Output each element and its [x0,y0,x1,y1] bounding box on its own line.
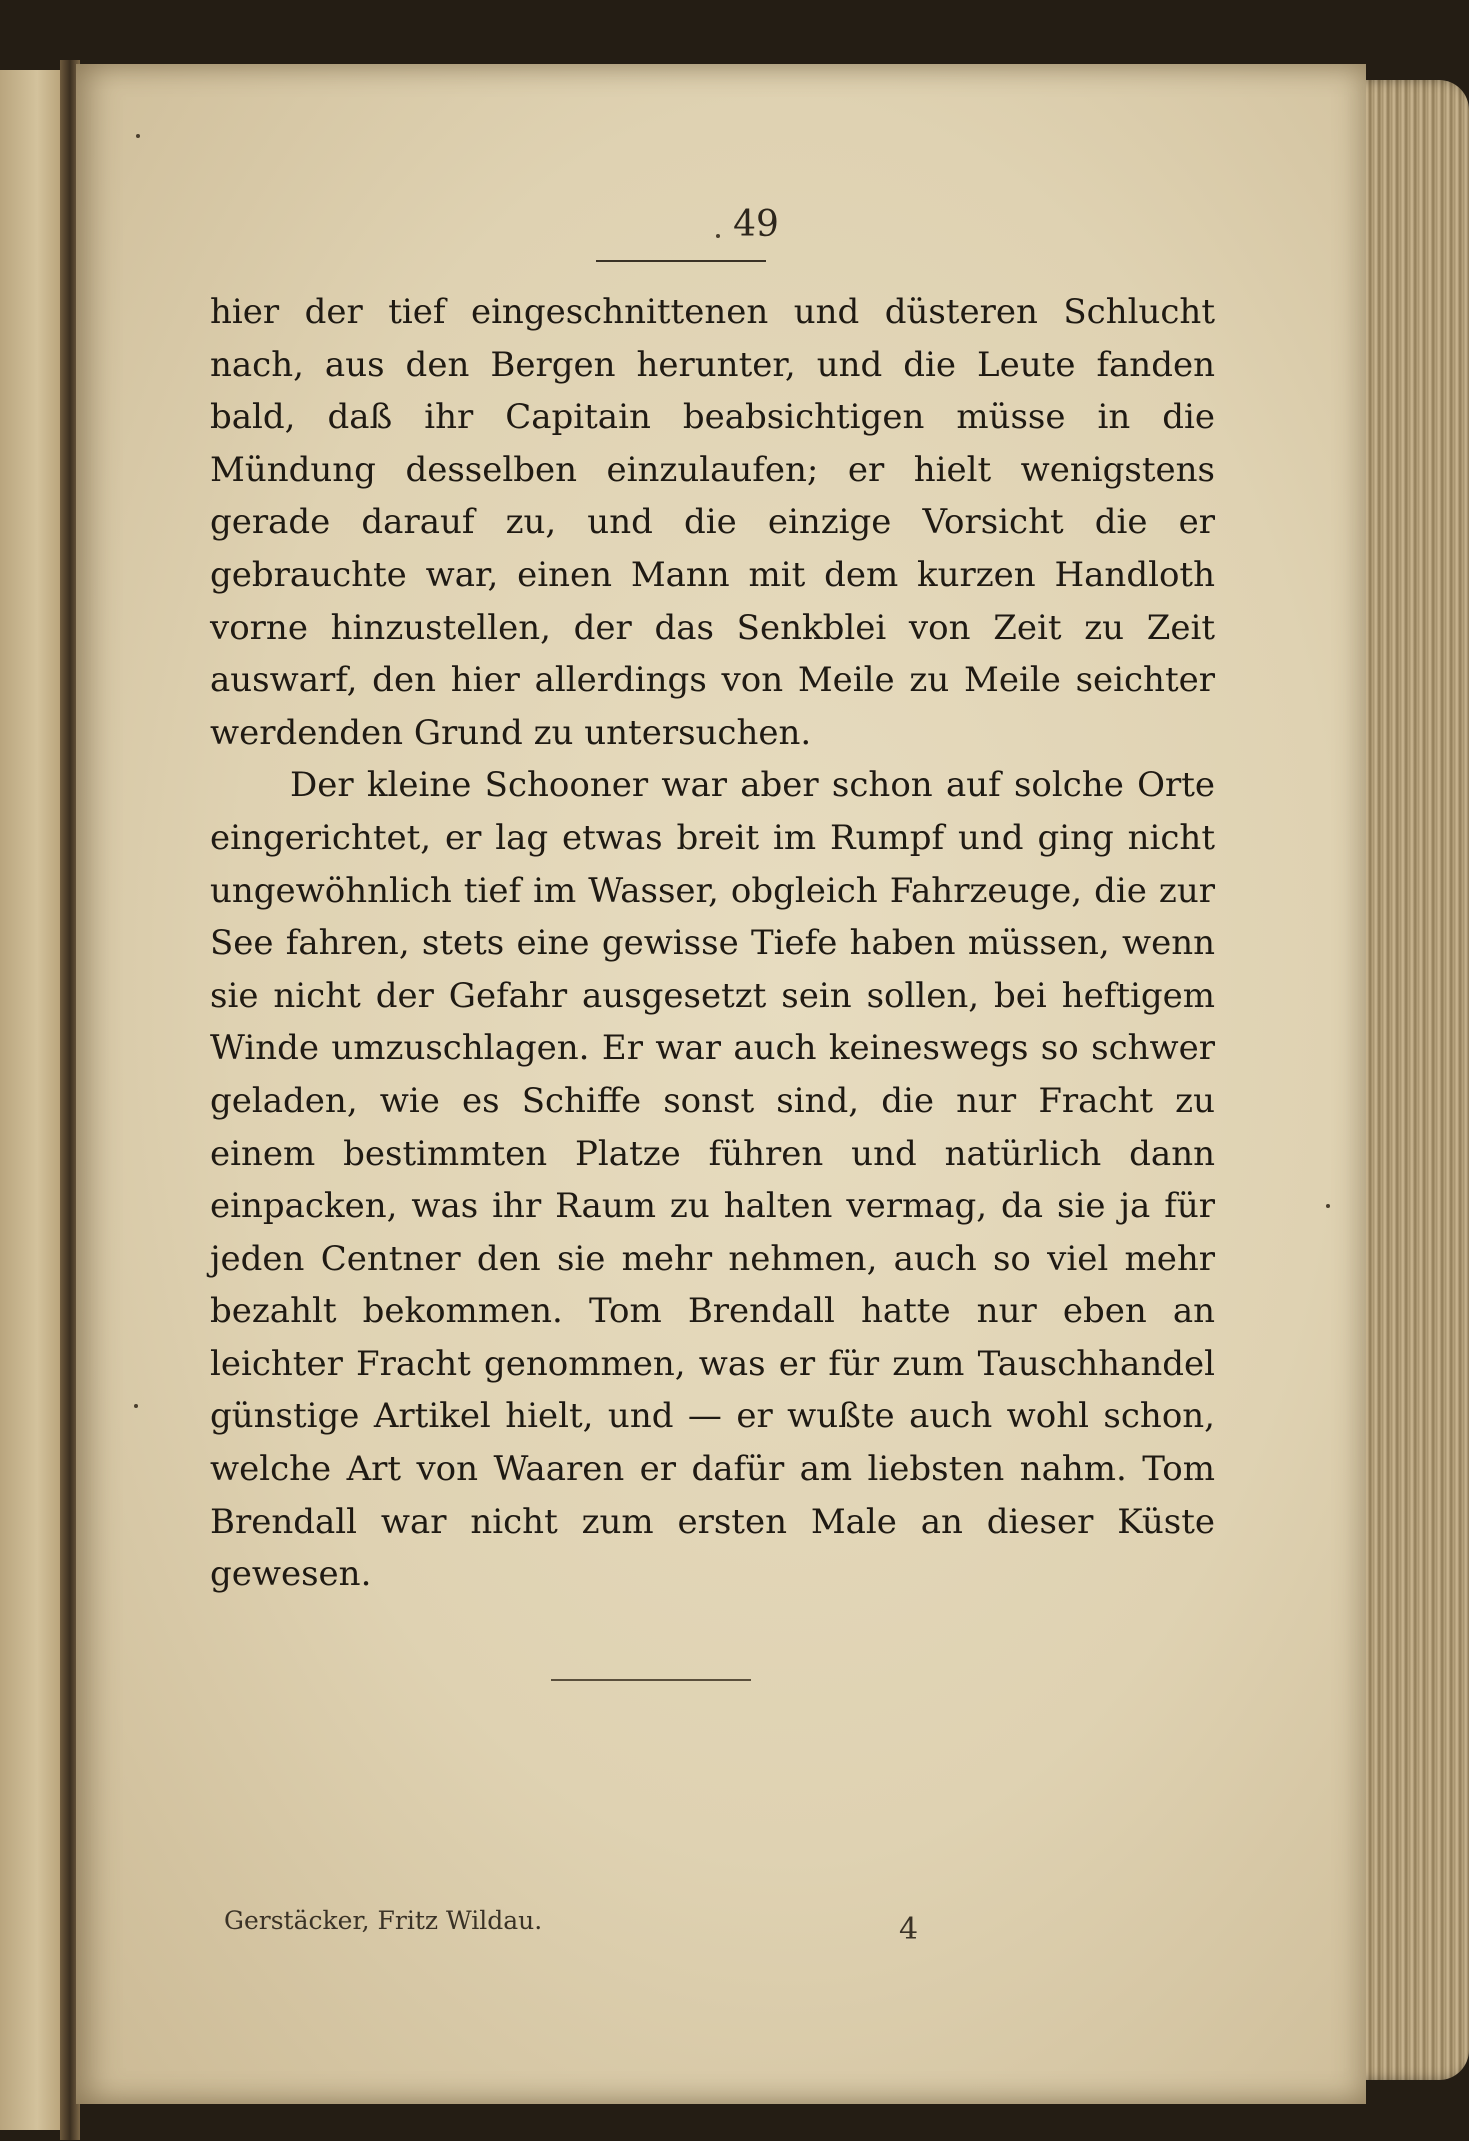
paragraph-2: Der kleine Schooner war aber schon auf solche Orte eingerichtet, er lag etwas breit im Rumpf und ging nicht ungewöhnlich tief im Wasser, obgleich Fahrzeuge, die zur See fahren, stets eine gewisse Tiefe haben müssen, wenn sie nicht der Gefahr ausgesetzt sein sollen, bei heftigem Winde umzuschlagen. Er war auch keineswegs so schwer geladen, wie es Schiffe sonst sind, die nur Fracht zu einem bestimmten Platze führen und natürlich dann einpacken, was ihr Raum zu halten vermag, da sie ja für jeden Centner den sie mehr nehmen, auch so viel mehr bezahlt bekommen. Tom Brendall hatte nur eben an leichter Fracht genommen, was er für zum Tauschhandel günstige Artikel hielt, und — er wußte auch wohl schon, welche Art von Waaren er dafür am liebsten nahm. Tom Brendall war nicht zum ersten Male an dieser Küste gewesen. [210,765,1215,1595]
paper-speck [136,134,140,138]
page-number: 49 [733,204,779,245]
book-page [76,64,1366,2104]
paragraph-1: hier der tief eingeschnittenen und düsteren Schlucht nach, aus den Bergen herunter, und die Leute fanden bald, daß ihr Capitain beabsichtigen müsse in die Mündung desselben einzulaufen; er hielt wenigstens gerade darauf zu, und die einzige Vorsicht die er gebrauchte war, einen Mann mit dem kurzen Handloth vorne hinzustellen, der das Senkblei von Zeit zu Zeit auswarf, den hier allerdings von Meile zu Meile seichter werdenden Grund zu untersuchen. [210,292,1215,753]
paper-speck [1326,1204,1330,1208]
footer-sheet-number: 4 [899,1912,919,1947]
header-rule [596,260,766,262]
facing-page-edge [0,70,62,2130]
paper-speck [716,234,720,238]
footer-signature: Gerstäcker, Fritz Wildau. [224,1906,543,1935]
end-rule [551,1679,751,1681]
page-body-text [210,286,1215,1601]
paper-speck [134,1404,138,1408]
